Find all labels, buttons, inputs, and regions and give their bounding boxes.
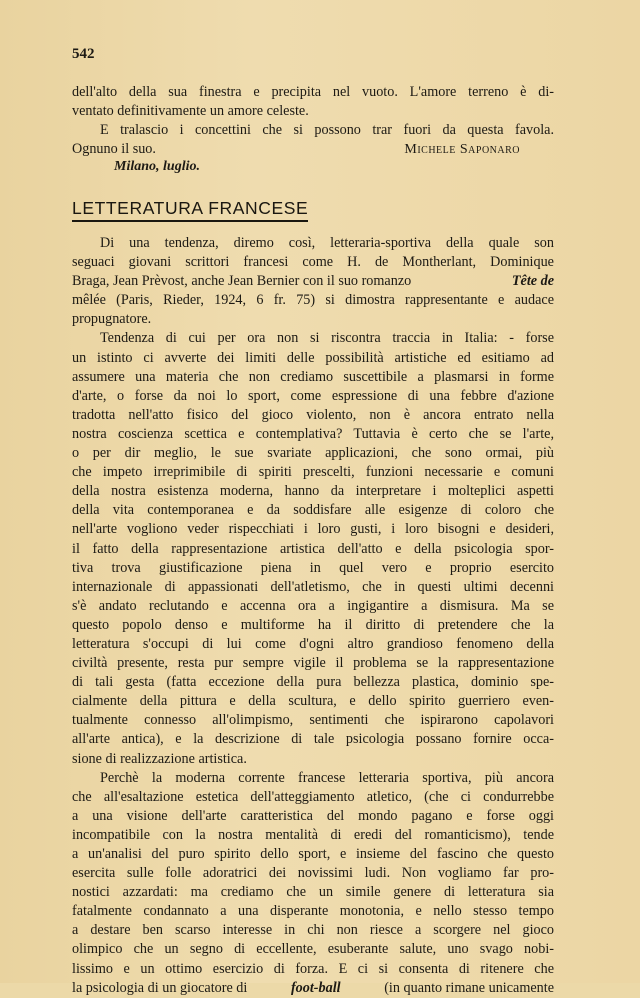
text-line: o per dir meglio, le sue svariate applicazioni, che sono ormai, più — [72, 445, 554, 462]
text-line: internazionale di appassionati dell'atletismo, che in questi ultimi decenni — [72, 578, 554, 595]
text-line: E tralascio i concettini che si possono trar fuori da questa favola. — [100, 122, 554, 139]
text-line: tualmente connesso all'olimpismo, sentimenti che ispirarono capolavori — [72, 712, 554, 729]
text-fragment: la psicologia di un giocatore di — [72, 979, 248, 996]
text-line: d'arte, o forse da noi lo sport, come espressione di una febbre d'azione — [72, 387, 554, 404]
text-line: olimpico che un segno di eccellente, esuberante salute, uno svago nobi- — [72, 941, 554, 958]
text-fragment: Braga, Jean Prèvost, anche Jean Bernier con il suo romanzo — [72, 273, 412, 290]
text-line: Perchè la moderna corrente francese letteraria sportiva, più ancora — [100, 769, 554, 786]
text-line: di tali gesta (fatta eccezione della pura bellezza plastica, dominio spe- — [72, 674, 554, 691]
text-line: a destare ben scarso interesse in chi non riesce a scorgere nel gioco — [72, 922, 554, 939]
author-signature: Michele Saponaro — [404, 142, 520, 158]
text-line: mêlée (Paris, Rieder, 1924, 6 fr. 75) si dimostra rappresentante e audace — [72, 292, 554, 309]
text-line: dell'alto della sua finestra e precipita nel vuoto. L'amore terreno è di- — [72, 84, 554, 100]
text-line: della nostra esistenza moderna, hanno da interpretare i molteplici aspetti — [72, 483, 554, 500]
text-line: che impeto irreprimibile di spiriti prescelti, funzioni necessarie e comuni — [72, 464, 554, 481]
page-number: 542 — [72, 46, 95, 62]
text-line: nostici azzardati: ma crediamo che un simile genere di letteratura sia — [72, 884, 554, 901]
text-line: un istinto ci avverte dei limiti delle possibilità artistiche ed esitiamo ad — [72, 349, 554, 366]
text-line: Tendenza di cui per ora non si riscontra traccia in Italia: - forse — [100, 330, 554, 347]
text-line: lissimo e un ottimo esercizio di forza. E ci si consenta di ritenere che — [72, 960, 554, 977]
article-body — [72, 234, 554, 998]
text-line: seguaci giovani scrittori francesi come H. de Montherlant, Dominique — [72, 254, 554, 271]
intro-text — [72, 83, 554, 159]
text-line: il fatto della rappresentazione artistica dell'atto e della psicologia spor- — [72, 540, 554, 557]
text-fragment: Ognuno il suo. — [72, 141, 156, 158]
text-line: cialmente della pittura e della scultura, e dello spirito guerriero even- — [72, 693, 554, 710]
book-title: Tête de — [511, 273, 554, 290]
text-line: assumere una materia che non crediamo suscettibile a plasmarsi in forme — [72, 368, 554, 385]
text-line: a un'analisi del puro spirito dello sport, e insieme del fascino che questo — [72, 846, 554, 862]
text-line: tradotta nell'atto fisico del gioco violento, non è ancora entrato nella — [72, 406, 554, 423]
text-line: nostra coscienza scettica e contemplativa? Tuttavia è certo che se l'arte, — [72, 425, 554, 442]
text-line — [72, 979, 554, 998]
text-line: sione di realizzazione artistica. — [72, 750, 247, 767]
text-line: fatalmente condannato a una disperante monotonia, e nello stesso tempo — [72, 903, 554, 920]
text-line: all'arte antica), e la descrizione di tale psicologia possano fornire occa- — [72, 731, 554, 748]
text-line: che all'esaltazione estetica dell'atteggiamento atletico, (che ci condurrebbe — [72, 788, 554, 805]
signature-line — [72, 140, 554, 159]
text-line: a una visione dell'arte caratteristica del mondo pagano e forse oggi — [72, 807, 554, 824]
text-line: civiltà presente, resta pur sempre vigile il problema se la rappresentazione — [72, 655, 554, 672]
text-line: propugnatore. — [72, 311, 152, 328]
text-line: incompatibile con la nostra mentalità di eredi del romanticismo), tende — [72, 826, 554, 843]
text-line: ventato definitivamente un amore celeste. — [72, 103, 309, 120]
text-line: tiva trova giustificazione piena in quel vero e proprio esercito — [72, 559, 554, 576]
place-date: Milano, luglio. — [114, 159, 200, 174]
text-line — [72, 272, 554, 291]
text-fragment: (in quanto rimane unicamente — [384, 979, 554, 996]
text-line: della vita contemporanea e da soddisfare alle esigenze di coloro che — [72, 502, 554, 519]
text-line: nell'arte vogliono veder rispecchiati i loro gusti, i loro bisogni e desideri, — [72, 521, 554, 538]
text-line: esercita sulle folle adoratrici dei novissimi ludi. Non vogliamo far pro- — [72, 865, 554, 882]
text-line: letteratura s'occupi di lui come d'ogni altro grandioso fenomeno della — [72, 635, 554, 652]
text-line: Di una tendenza, diremo così, letteraria-sportiva della quale son — [100, 235, 554, 251]
section-title: LETTERATURA FRANCESE — [72, 198, 308, 222]
text-line: s'è andato reclutando e accenna ora a ingigantire a dismisura. Ma se — [72, 597, 554, 614]
text-line: questo popolo denso e multiforme ha il diritto di pretendere che la — [72, 616, 554, 633]
italic-term: foot-ball — [290, 979, 341, 996]
